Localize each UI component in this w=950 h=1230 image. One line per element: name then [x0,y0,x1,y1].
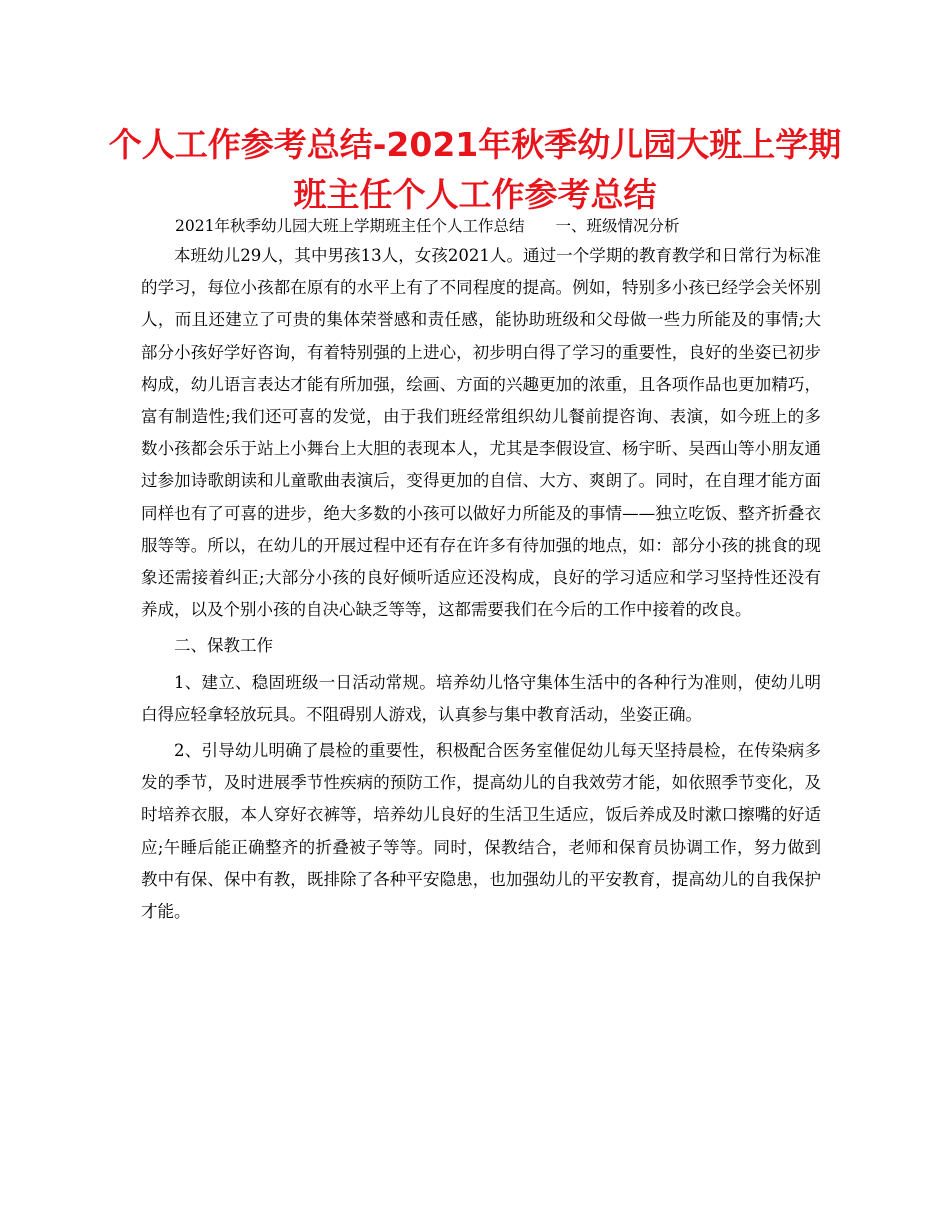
intro-line: 2021年秋季幼儿园大班上学期班主任个人工作总结 一、班级情况分析 [175,217,680,235]
paragraph-routine: 1、建立、稳固班级一日活动常规。培养幼儿恪守集体生活中的各种行为准则，使幼儿明白得应轻拿轻放玩具。不阻碍别人游戏，认真参与集中教育活动，坐姿正确。 [141,672,821,724]
document-title: 个人工作参考总结-2021年秋季幼儿园大班上学期班主任个人工作参考总结 [108,125,842,214]
section-heading-care-education: 二、保教工作 [174,636,273,656]
document-body [141,240,821,928]
paragraph-class-analysis: 本班幼儿29人，其中男孩13人，女孩2021人。通过一个学期的教育教学和日常行为标准的学习，每位小孩都在原有的水平上有了不同程度的提高。例如，特别多小孩已经学会关怀别人，而且还建立了可贵的集体荣誉感和责任感，能协助班级和父母做一些力所能及的事情;大部分小孩好学好咨询，有着特别强的上进心，初步明白得了学习的重要性，良好的坐姿已初步构成，幼儿语言表达才能有所加强，绘画、方面的兴趣更加的浓重，且各项作品也更加精巧，富有制造性;我们还可喜的发觉，由于我们班经常组织幼儿餐前提咨询、表演，如今班上的多数小孩都会乐于站上小舞台上大胆的表现本人，尤其是李假设宣、杨宇昕、吴西山等小朋友通过参加诗歌朗读和儿童歌曲表演后，变得更加的自信、大方、爽朗了。同时，在自理才能方面同样也有了可喜的进步，绝大多数的小孩可以做好力所能及的事情——独立吃饭、整齐折叠衣服等等。所以，在幼儿的开展过程中还有存在许多有待加强的地点，如：部分小孩的挑食的现象还需接着纠正;大部分小孩的良好倾听适应还没构成，良好的学习适应和学习坚持性还没有养成，以及个别小孩的自决心缺乏等等，这都需要我们在今后的工作中接着的改良。 [141,246,821,620]
paragraph-health-check: 2、引导幼儿明确了晨检的重要性，积极配合医务室催促幼儿每天坚持晨检，在传染病多发的季节，及时进展季节性疾病的预防工作，提高幼儿的自我效劳才能，如依照季节变化，及时培养衣服，本人穿好衣裤等，培养幼儿良好的生活卫生适应，饭后养成及时漱口擦嘴的好适应;午睡后能正确整齐的折叠被子等等。同时，保教结合，老师和保育员协调工作，努力做到教中有保、保中有教，既排除了各种平安隐患，也加强幼儿的平安教育，提高幼儿的自我保护才能。 [141,741,821,922]
